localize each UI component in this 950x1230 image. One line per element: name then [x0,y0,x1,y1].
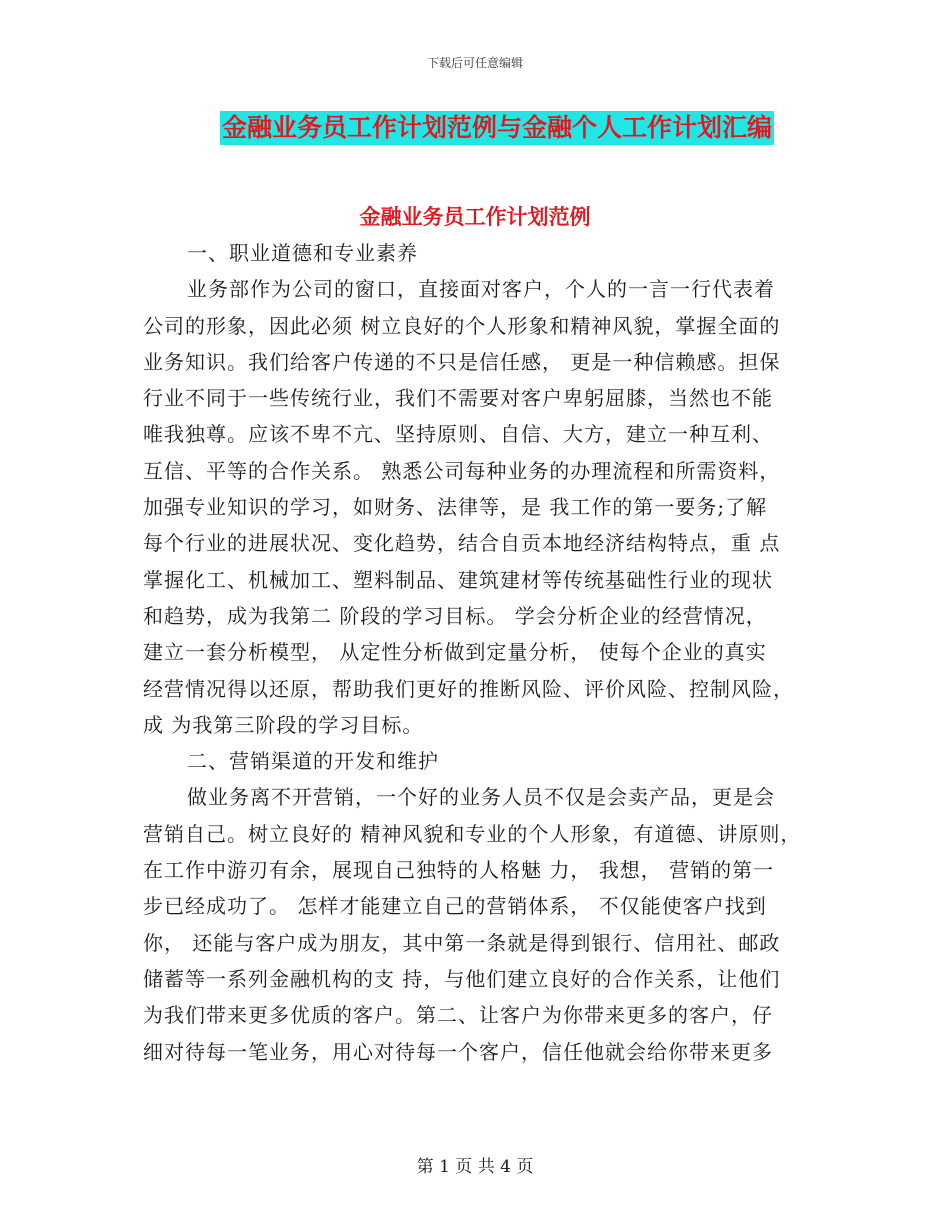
text-line: 经营情况得以还原，帮助我们更好的推断风险、评价风险、控制风险， [143,676,794,701]
text-line: 储蓄等一系列金融机构的支 持，与他们建立良好的合作关系，让他们 [143,966,781,991]
text-line: 每个行业的进展状况、变化趋势，结合自贡本地经济结构特点，重 点 [143,531,781,556]
text-line: 步已经成功了。 怎样才能建立自己的营销体系， 不仅能使客户找到 [143,894,767,919]
footer-label-total-suffix: 页 [516,1157,534,1177]
text-line: 在工作中游刃有余，展现自己独特的人格魅 力， 我想， 营销的第一 [143,858,775,883]
text-line: 行业不同于一些传统行业，我们不需要对客户卑躬屈膝，当然也不能 [143,386,773,411]
document-body [143,235,823,1070]
section-title: 金融业务员工作计划范例 [359,205,591,229]
main-title-wrap [207,111,787,145]
footer-label-total: 共 [477,1157,495,1177]
text-line: 互信、平等的合作关系。 熟悉公司每种业务的办理流程和所需资料， [143,458,781,483]
footer-total-pages: 4 [500,1157,511,1177]
text-line: 掌握化工、机械加工、塑料制品、建筑建材等传统基础性行业的现状 [143,567,773,592]
footer-label-page: 第 [416,1157,434,1177]
text-line: 二、营销渠道的开发和维护 [187,749,439,774]
footer-current-page: 1 [439,1157,450,1177]
header-note: 下载后可任意编辑 [426,56,523,70]
footer-label-page-suffix: 页 [455,1157,473,1177]
text-line: 为我们带来更多优质的客户。第二、让客户为你带来更多的客户，仔 [143,1003,773,1028]
text-line: 建立一套分析模型， 从定性分析做到定量分析， 使每个企业的真实 [143,640,767,665]
text-line: 你， 还能与客户成为朋友，其中第一条就是得到银行、信用社、邮政 [143,930,781,955]
text-line: 业务知识。我们给客户传递的不只是信任感， 更是一种信赖感。担保 [143,349,781,374]
text-line: 细对待每一笔业务，用心对待每一个客户，信任他就会给你带来更多 [143,1039,773,1064]
text-line: 公司的形象，因此必须 树立良好的个人形象和精神风貌，掌握全面的 [143,313,781,338]
text-line: 唯我独尊。应该不卑不亢、坚持原则、自信、大方，建立一种互利、 [143,422,773,447]
text-line: 做业务离不开营销，一个好的业务人员不仅是会卖产品，更是会 [187,785,775,810]
page-footer [0,1152,950,1177]
text-line: 加强专业知识的学习，如财务、法律等，是 我工作的第一要务;了解 [143,495,768,520]
main-title: 金融业务员工作计划范例与金融个人工作计划汇编 [220,111,774,145]
text-line: 成 为我第三阶段的学习目标。 [143,712,424,737]
text-line: 和趋势，成为我第二 阶段的学习目标。 学会分析企业的经营情况， [143,603,767,628]
text-line: 一、职业道德和专业素养 [187,241,418,265]
text-line: 业务部作为公司的窗口，直接面对客户，个人的一言一行代表着 [187,277,775,302]
text-line: 营销自己。树立良好的 精神风貌和专业的个人形象，有道德、讲原则， [143,821,802,846]
